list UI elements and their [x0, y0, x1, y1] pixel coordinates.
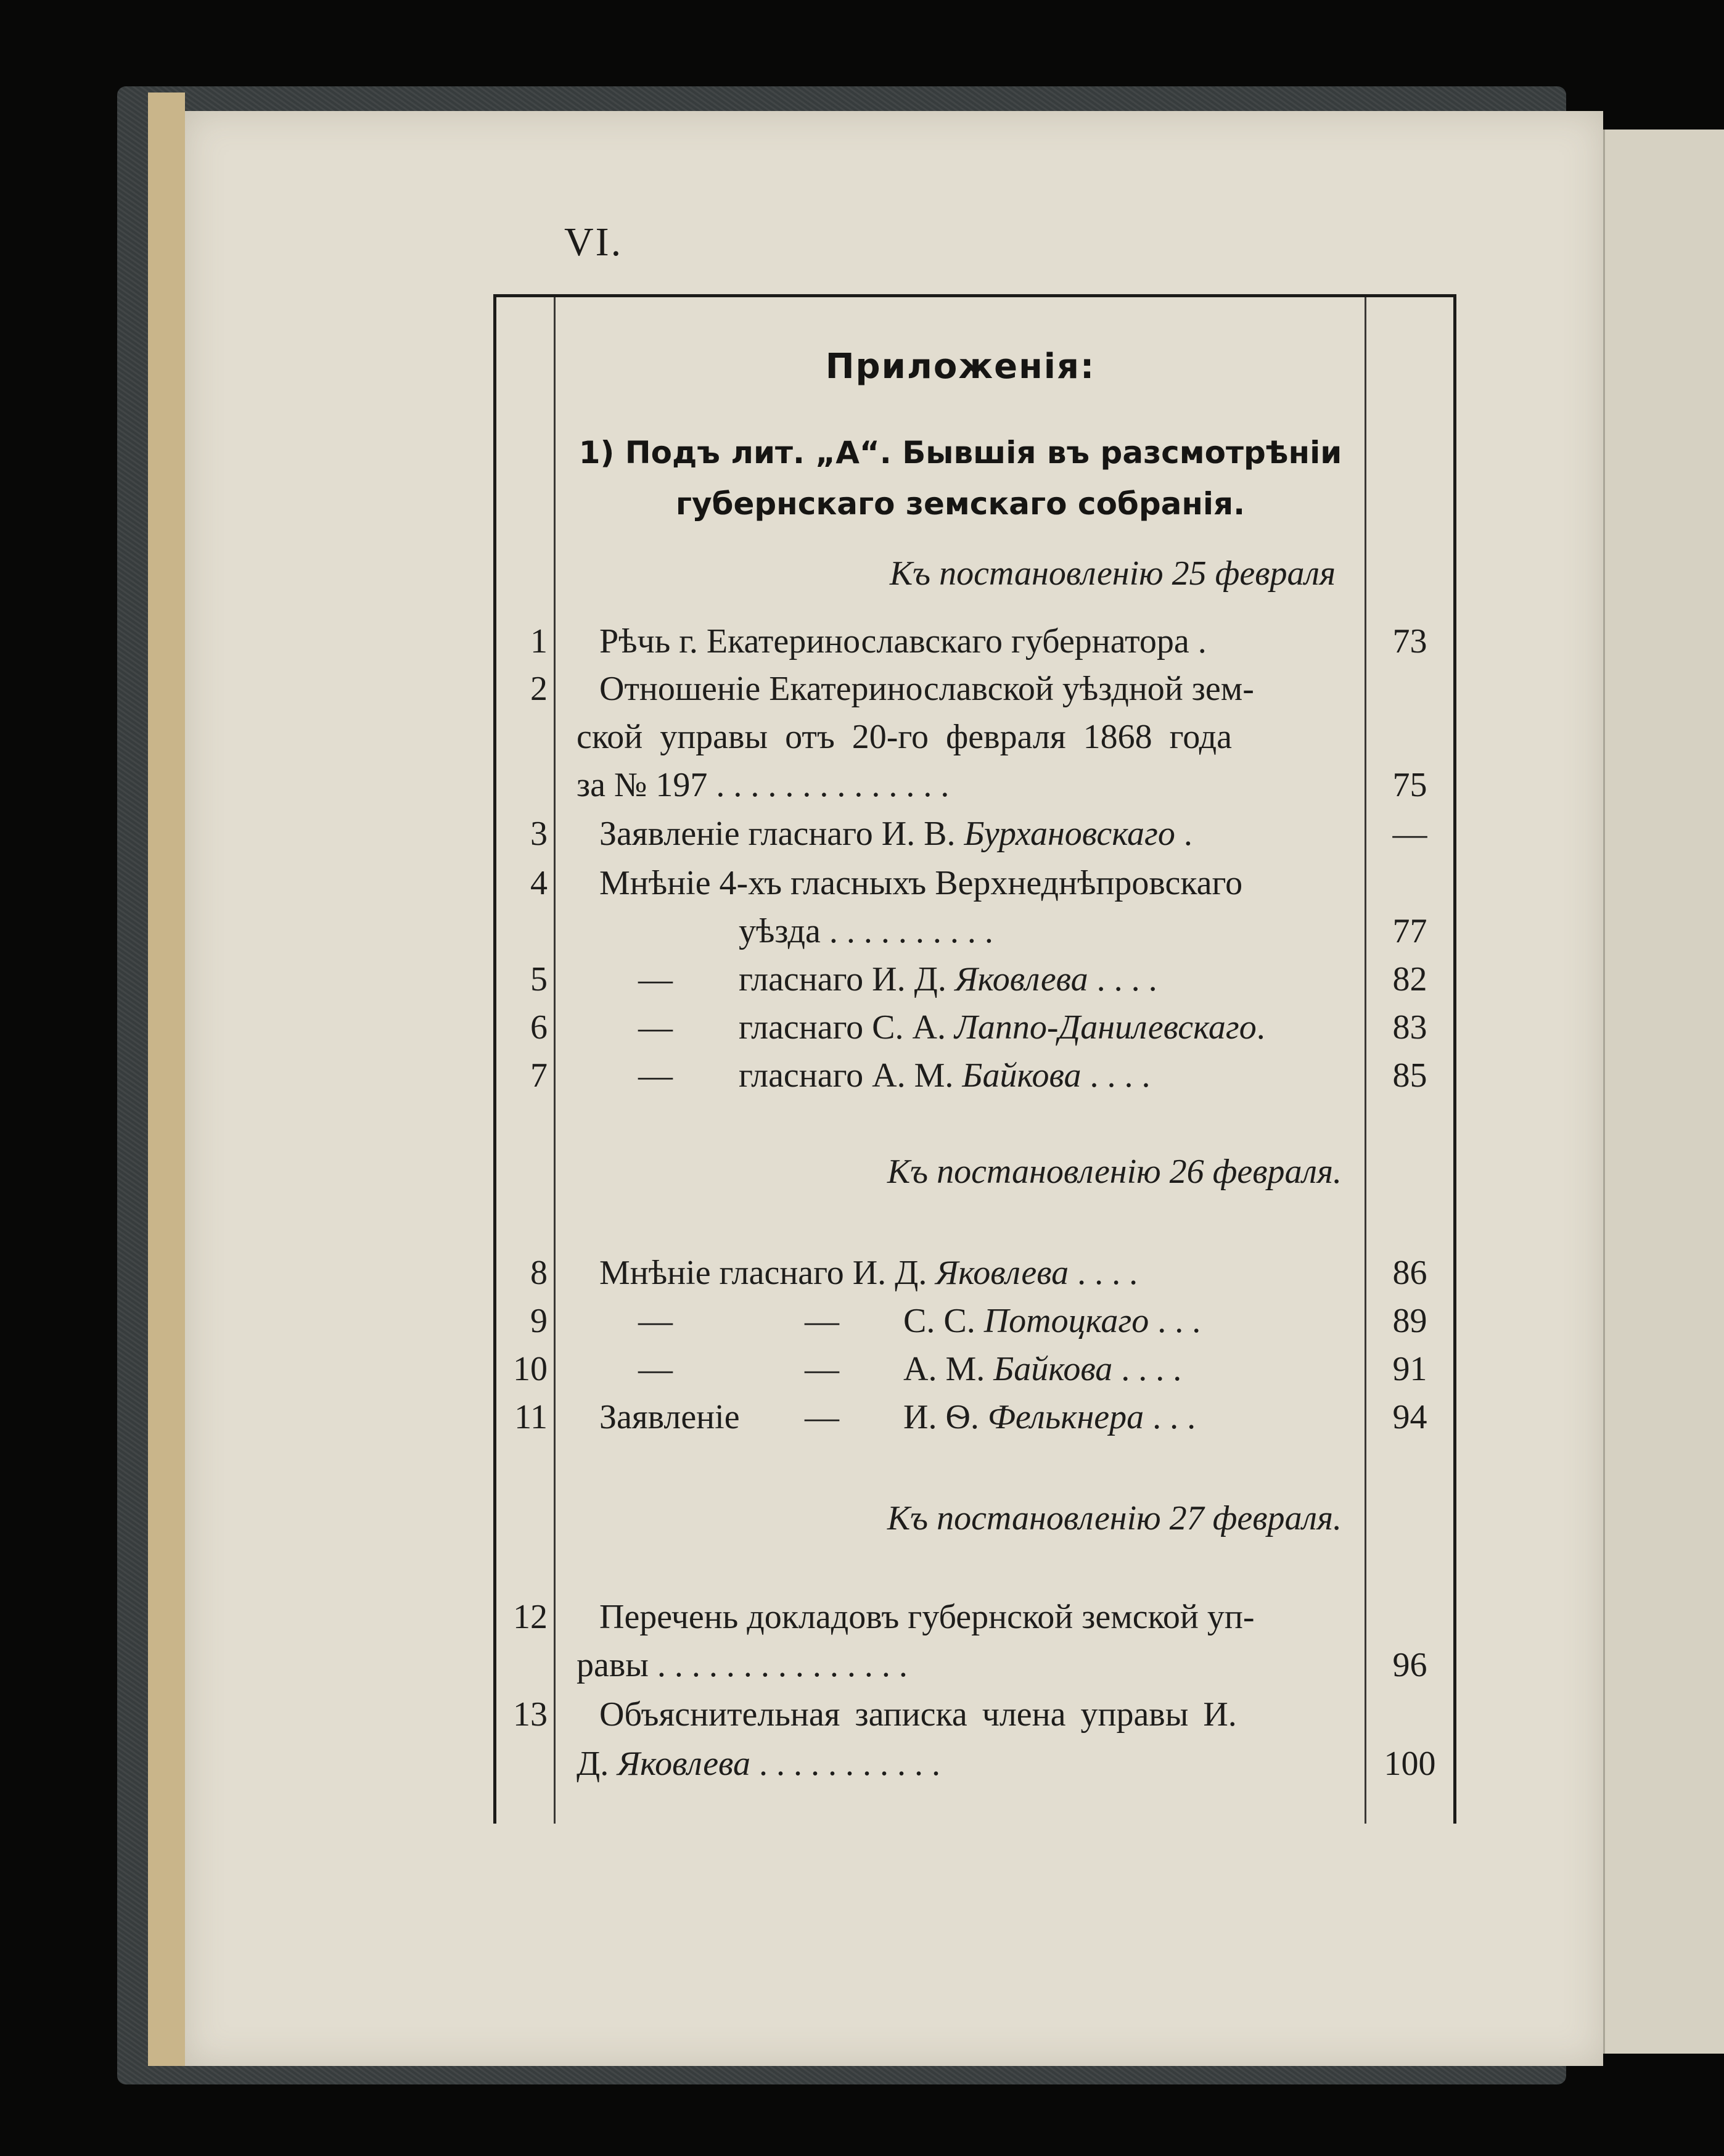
entry-text: Заявленіе [599, 1398, 740, 1436]
entry-number: 4 [530, 864, 548, 902]
entry-text: Рѣчь г. Екатеринославскаго губернатора . [599, 622, 1207, 660]
subhead-feb26: Къ постановленію 26 февраля. [887, 1153, 1342, 1191]
entry-text: гласнаго И. Д. Яковлева . . . . [739, 960, 1157, 998]
entry-number: 11 [514, 1398, 548, 1436]
table-top-rule [493, 294, 1455, 297]
entry-text: гласнаго А. М. Байкова . . . . [739, 1056, 1151, 1095]
number-column-rule [554, 297, 556, 1824]
entry-text: Мнѣніе гласнаго И. Д. Яковлева . . . . [599, 1254, 1138, 1292]
entry-page: 91 [1392, 1350, 1427, 1388]
entry-number: 2 [530, 670, 548, 708]
entry-text: ской управы отъ 20-го февраля 1868 года [577, 718, 1232, 756]
entry-text: уѣзда . . . . . . . . . . [739, 912, 993, 950]
entry-number: 1 [530, 622, 548, 660]
entry-page: 96 [1392, 1646, 1427, 1684]
ditto-dash: — [805, 1302, 839, 1340]
ditto-dash: — [638, 1008, 673, 1047]
entry-number: 3 [530, 815, 548, 853]
entry-page: 73 [1392, 622, 1427, 660]
entry-text: за № 197 . . . . . . . . . . . . . . [577, 766, 950, 804]
entry-text: Отношеніе Екатеринославской уѣздной зем- [599, 670, 1254, 708]
entry-page: — [1392, 815, 1427, 853]
entry-page: 77 [1392, 912, 1427, 950]
person-name: Лаппо-Данилевскаго [954, 1008, 1257, 1047]
entry-number: 7 [530, 1056, 548, 1095]
person-name: Байкова [962, 1056, 1082, 1095]
entry-page: 94 [1392, 1398, 1427, 1436]
entry-number: 13 [513, 1695, 548, 1734]
appendices-title: Приложенія: [825, 347, 1096, 387]
person-name: Яковлева [935, 1254, 1069, 1292]
ditto-dash: — [638, 960, 673, 998]
ditto-dash: — [638, 1350, 673, 1388]
entry-text: И. Ѳ. Фелькнера . . . [903, 1398, 1196, 1436]
person-name: Бурхановскаго [964, 815, 1175, 853]
entry-page: 85 [1392, 1056, 1427, 1095]
entry-number: 10 [513, 1350, 548, 1388]
entry-text: Д. Яковлева . . . . . . . . . . . [577, 1745, 940, 1783]
entry-text: Объяснительная записка члена управы И. [599, 1695, 1237, 1734]
entry-page: 82 [1392, 960, 1427, 998]
entry-text: равы . . . . . . . . . . . . . . . [577, 1646, 908, 1684]
entry-text: Перечень докладовъ губернской земской уп- [599, 1598, 1255, 1636]
entry-page: 86 [1392, 1254, 1427, 1292]
entry-text: А. М. Байкова . . . . [903, 1350, 1182, 1388]
entry-text: Заявленіе гласнаго И. В. Бурхановскаго . [599, 815, 1192, 853]
ditto-dash: — [638, 1302, 673, 1340]
section-heading-line1: 1) Подъ лит. „А“. Бывшія въ разсмотрѣніи [578, 435, 1342, 471]
entry-page: 100 [1384, 1745, 1436, 1783]
entry-page: 75 [1392, 766, 1427, 804]
page-number: VI. [564, 220, 623, 265]
entry-text: Мнѣніе 4-хъ гласныхъ Верхнеднѣпровскаго [599, 864, 1243, 902]
entry-number: 8 [530, 1254, 548, 1292]
ditto-dash: — [805, 1398, 839, 1436]
subhead-feb27: Къ постановленію 27 февраля. [887, 1499, 1342, 1537]
table-right-rule [1453, 294, 1456, 1824]
entry-number: 6 [530, 1008, 548, 1047]
person-name: Байкова [993, 1350, 1113, 1388]
entry-text: С. С. Потоцкаго . . . [903, 1302, 1201, 1340]
ditto-dash: — [805, 1350, 839, 1388]
person-name: Яковлева [617, 1745, 750, 1783]
page-edge [148, 93, 185, 2066]
entry-text: гласнаго С. А. Лаппо-Данилевскаго. [739, 1008, 1265, 1047]
entry-page: 83 [1392, 1008, 1427, 1047]
entry-number: 9 [530, 1302, 548, 1340]
person-name: Яковлева [954, 960, 1088, 998]
entry-number: 5 [530, 960, 548, 998]
section-heading-line2: губернскаго земскаго собранія. [675, 486, 1246, 522]
facing-page-edge [1603, 130, 1724, 2054]
person-name: Фелькнера [987, 1398, 1144, 1436]
entry-page: 89 [1392, 1302, 1427, 1340]
entry-number: 12 [513, 1598, 548, 1636]
ditto-dash: — [638, 1056, 673, 1095]
subhead-feb25: Къ постановленію 25 февраля [889, 554, 1336, 593]
person-name: Потоцкаго [983, 1302, 1149, 1340]
